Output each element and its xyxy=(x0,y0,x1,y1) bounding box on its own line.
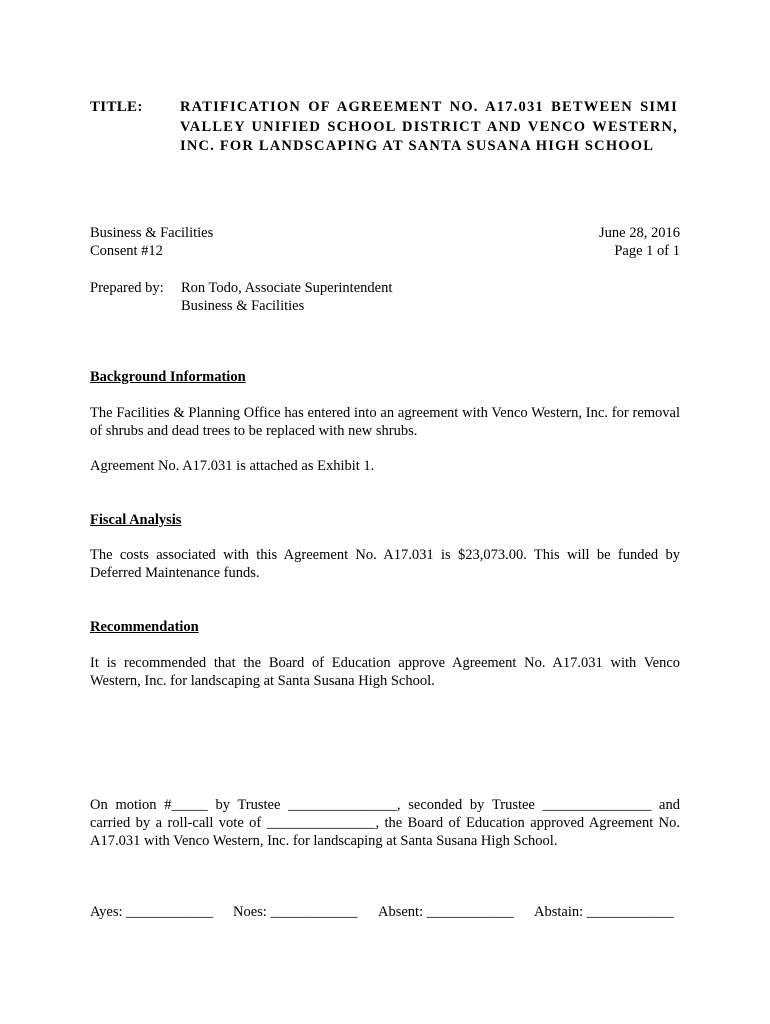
motion-paragraph: On motion #_____ by Trustee _______________, seconded by Trustee _______________ and carried by a roll-call vote of _______________, the Board of Education approved Agreement No. A17.031 with Venco Western, Inc. for landscaping at Santa Susana High School. xyxy=(90,797,680,849)
background-paragraph-1: The Facilities & Planning Office has entered into an agreement with Venco Western, Inc. for removal of shrubs and dead trees to be replaced with new shrubs. xyxy=(90,405,680,439)
noes-field: Noes: ____________ xyxy=(233,904,358,920)
title-text: RATIFICATION OF AGREEMENT NO. A17.031 BETWEEN SIMI VALLEY UNIFIED SCHOOL DISTRICT AND VENCO WESTERN, INC. FOR LANDSCAPING AT SANTA SUSANA HIGH SCHOOL xyxy=(180,99,678,154)
date: June 28, 2016 xyxy=(599,225,680,241)
prepared-by-name: Ron Todo, Associate Superintendent xyxy=(181,280,393,296)
recommendation-heading: Recommendation xyxy=(90,619,199,635)
fiscal-heading: Fiscal Analysis xyxy=(90,512,182,528)
page-number: Page 1 of 1 xyxy=(614,243,680,259)
background-paragraph-2: Agreement No. A17.031 is attached as Exhibit 1. xyxy=(90,458,375,474)
background-heading: Background Information xyxy=(90,369,246,385)
abstain-field: Abstain: ____________ xyxy=(534,904,674,920)
fiscal-paragraph: The costs associated with this Agreement No. A17.031 is $23,073.00. This will be funded by Deferred Maintenance funds. xyxy=(90,547,680,581)
prepared-by-label: Prepared by: xyxy=(90,280,164,296)
ayes-field: Ayes: ____________ xyxy=(90,904,214,920)
recommendation-paragraph: It is recommended that the Board of Education approve Agreement No. A17.031 with Venco Western, Inc. for landscaping at Santa Susana High School. xyxy=(90,655,680,689)
title-label: TITLE: xyxy=(90,99,143,115)
prepared-by-department: Business & Facilities xyxy=(181,298,305,314)
consent-number: Consent #12 xyxy=(90,243,163,259)
absent-field: Absent: ____________ xyxy=(378,904,514,920)
department: Business & Facilities xyxy=(90,225,214,241)
